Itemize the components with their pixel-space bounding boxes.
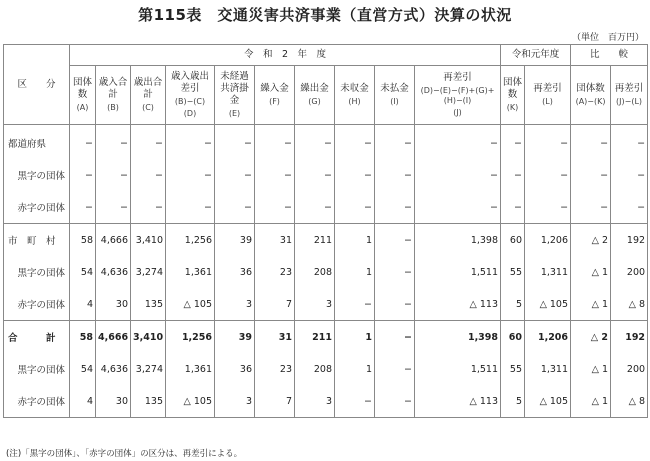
table-cell: − — [375, 159, 415, 191]
column-header-formula: (D)−(E)−(F)+(G)+(H)−(I) — [420, 85, 495, 105]
table-cell: △ 2 — [571, 321, 611, 354]
row-label: 赤字の団体 — [4, 191, 70, 224]
column-header — [335, 66, 375, 125]
column-header-letter: (I) — [390, 96, 399, 106]
column-header-letter: (H) — [348, 96, 361, 106]
table-cell: △ 105 — [166, 385, 215, 418]
column-header-letter: (A) — [76, 102, 89, 112]
table-cell: 58 — [70, 321, 96, 354]
table-cell: 30 — [96, 385, 131, 418]
column-header-letter: (D) — [183, 108, 197, 118]
table-cell: △ 8 — [611, 385, 648, 418]
column-header-letter: (J)−(L) — [616, 96, 643, 106]
table-cell: 36 — [215, 256, 255, 288]
table-cell: 1,511 — [415, 353, 501, 385]
table-cell: 4,636 — [96, 353, 131, 385]
table-cell: − — [295, 125, 335, 160]
table-cell: 192 — [611, 224, 648, 257]
table-cell: 54 — [70, 256, 96, 288]
table-cell: 60 — [501, 321, 525, 354]
column-header — [70, 66, 96, 125]
table-cell: 4,666 — [96, 321, 131, 354]
footnote: (注)「黒字の団体」、「赤字の団体」の区分は、再差引による。 — [6, 449, 243, 459]
table-cell: 7 — [255, 288, 295, 321]
table-cell: − — [166, 191, 215, 224]
table-cell: △ 8 — [611, 288, 648, 321]
table-cell: 1,511 — [415, 256, 501, 288]
table-cell: 200 — [611, 353, 648, 385]
table-row — [4, 256, 648, 288]
table-cell: − — [131, 191, 166, 224]
table-cell: 1 — [335, 353, 375, 385]
table-cell: △ 1 — [571, 288, 611, 321]
column-header — [571, 66, 611, 125]
group-header-compare: 比 較 — [571, 45, 648, 66]
table-cell: − — [255, 159, 295, 191]
table-cell: − — [215, 191, 255, 224]
table-cell: − — [375, 125, 415, 160]
table-body — [4, 125, 648, 418]
table-cell: − — [335, 125, 375, 160]
table-cell: − — [525, 191, 571, 224]
table-cell: 3 — [295, 288, 335, 321]
table-cell: 1 — [335, 224, 375, 257]
table-cell: 36 — [215, 353, 255, 385]
column-header-letter: (J) — [453, 107, 462, 117]
table-cell: 211 — [295, 224, 335, 257]
table-cell: − — [525, 159, 571, 191]
column-header — [611, 66, 648, 125]
table-row — [4, 321, 648, 354]
table-cell: − — [215, 125, 255, 160]
table-cell: △ 1 — [571, 256, 611, 288]
column-header — [501, 66, 525, 125]
table-cell: 55 — [501, 353, 525, 385]
column-header-letter: (A)−(K) — [575, 96, 606, 106]
table-cell: 135 — [131, 385, 166, 418]
table-cell: △ 105 — [166, 288, 215, 321]
table-cell: 30 — [96, 288, 131, 321]
table-cell: − — [501, 125, 525, 160]
column-header-label: 再差引 — [443, 72, 472, 84]
table-cell: − — [415, 159, 501, 191]
table-cell: − — [611, 125, 648, 160]
column-header-label: 歳出合計 — [133, 77, 163, 100]
table-cell: 58 — [70, 224, 96, 257]
table-cell: 3,410 — [131, 224, 166, 257]
table-cell: − — [375, 353, 415, 385]
table-cell: 55 — [501, 256, 525, 288]
page-title: 第115表 交通災害共済事業（直営方式）決算の状況 — [138, 6, 512, 24]
column-header-label: 団体数 — [503, 77, 523, 100]
table-cell: − — [611, 191, 648, 224]
table-cell: △ 1 — [571, 385, 611, 418]
table-cell: − — [415, 191, 501, 224]
column-header-label: 再差引 — [614, 83, 644, 95]
table-cell: − — [501, 191, 525, 224]
table-cell: − — [375, 385, 415, 418]
table-cell: − — [166, 125, 215, 160]
column-header-label: 団体数 — [576, 83, 605, 95]
table-cell: − — [375, 224, 415, 257]
group-header-current: 令 和 2 年 度 — [70, 45, 501, 66]
row-label: 赤字の団体 — [4, 385, 70, 418]
table-cell: − — [611, 159, 648, 191]
table-cell: − — [215, 159, 255, 191]
table-cell: 1,206 — [525, 224, 571, 257]
column-header — [131, 66, 166, 125]
column-header — [255, 66, 295, 125]
table-cell: △ 2 — [571, 224, 611, 257]
table-cell: 5 — [501, 288, 525, 321]
row-label: 合 計 — [4, 321, 70, 354]
table-cell: 1,256 — [166, 321, 215, 354]
table-cell: 200 — [611, 256, 648, 288]
table-cell: 3,274 — [131, 353, 166, 385]
table-cell: 23 — [255, 353, 295, 385]
table-cell: − — [335, 159, 375, 191]
column-header — [295, 66, 335, 125]
table-cell: − — [375, 288, 415, 321]
table-cell: 1,361 — [166, 353, 215, 385]
row-label: 黒字の団体 — [4, 256, 70, 288]
table-cell: △ 113 — [415, 385, 501, 418]
table-cell: 1 — [335, 321, 375, 354]
row-label: 赤字の団体 — [4, 288, 70, 321]
table-cell: 1,256 — [166, 224, 215, 257]
table-cell: 3 — [295, 385, 335, 418]
table-cell: △ 105 — [525, 385, 571, 418]
row-label: 市 町 村 — [4, 224, 70, 257]
table-cell: 1,206 — [525, 321, 571, 354]
table-cell: − — [295, 159, 335, 191]
group-header-prev: 令和元年度 — [501, 45, 571, 66]
column-header — [215, 66, 255, 125]
table-cell: △ 113 — [415, 288, 501, 321]
table-cell: − — [96, 159, 131, 191]
column-header-letter: (F) — [269, 96, 280, 106]
column-header-label: 歳入合計 — [98, 77, 128, 100]
column-header-letter: (K) — [506, 102, 519, 112]
table-cell: 4 — [70, 288, 96, 321]
column-header — [415, 66, 501, 125]
table-cell: 208 — [295, 353, 335, 385]
column-header-row — [4, 66, 648, 125]
column-header — [525, 66, 571, 125]
table-cell: − — [571, 159, 611, 191]
column-header-label: 未経過共済掛金 — [220, 71, 249, 106]
table-cell: − — [70, 125, 96, 160]
table-cell: − — [335, 191, 375, 224]
table-cell: 3 — [215, 385, 255, 418]
table-cell: 1,398 — [415, 224, 501, 257]
table-cell: 3,274 — [131, 256, 166, 288]
table-row — [4, 191, 648, 224]
table-cell: 3 — [215, 288, 255, 321]
table-cell: △ 1 — [571, 353, 611, 385]
table-row — [4, 159, 648, 191]
table-cell: − — [501, 159, 525, 191]
table-cell: 4,666 — [96, 224, 131, 257]
column-header-letter: (E) — [228, 108, 241, 118]
table-row — [4, 288, 648, 321]
column-header-label: 再差引 — [533, 83, 562, 95]
column-header-label: 歳入歳出差引 — [170, 71, 209, 94]
section-header: 区 分 — [4, 45, 70, 125]
table-cell: − — [70, 191, 96, 224]
table-row — [4, 385, 648, 418]
table-cell: 5 — [501, 385, 525, 418]
table-cell: 31 — [255, 224, 295, 257]
table-cell: − — [255, 191, 295, 224]
table-cell: 192 — [611, 321, 648, 354]
row-label: 黒字の団体 — [4, 353, 70, 385]
table-cell: △ 105 — [525, 288, 571, 321]
table-cell: 135 — [131, 288, 166, 321]
table-cell: 31 — [255, 321, 295, 354]
column-header-letter: (G) — [308, 96, 321, 106]
table-cell: − — [571, 191, 611, 224]
table-cell: 23 — [255, 256, 295, 288]
column-header-label: 未収金 — [340, 83, 369, 95]
table-cell: 211 — [295, 321, 335, 354]
column-header-letter: (C) — [142, 102, 154, 112]
column-header-label: 未払金 — [380, 83, 409, 95]
table-cell: 4 — [70, 385, 96, 418]
table-cell: − — [255, 125, 295, 160]
settlement-table — [3, 44, 648, 418]
table-cell: − — [335, 288, 375, 321]
column-header — [96, 66, 131, 125]
table-cell: − — [415, 125, 501, 160]
table-row — [4, 353, 648, 385]
table-cell: − — [295, 191, 335, 224]
column-header-letter: (L) — [542, 96, 553, 106]
table-cell: − — [375, 321, 415, 354]
table-cell: − — [375, 256, 415, 288]
table-cell: 1,361 — [166, 256, 215, 288]
column-header-label: 繰入金 — [260, 83, 289, 95]
table-cell: 1,311 — [525, 353, 571, 385]
table-cell: 1,398 — [415, 321, 501, 354]
table-cell: 39 — [215, 224, 255, 257]
table-cell: 39 — [215, 321, 255, 354]
table-cell: − — [70, 159, 96, 191]
table-cell: 208 — [295, 256, 335, 288]
table-cell: 3,410 — [131, 321, 166, 354]
table-cell: 1,311 — [525, 256, 571, 288]
table-cell: 4,636 — [96, 256, 131, 288]
table-cell: − — [131, 125, 166, 160]
column-header-letter: (B) — [107, 102, 119, 112]
row-label: 都道府県 — [4, 125, 70, 160]
table-row — [4, 125, 648, 160]
table-cell: − — [96, 125, 131, 160]
table-cell: − — [335, 385, 375, 418]
column-header — [166, 66, 215, 125]
table-cell: − — [571, 125, 611, 160]
table-row — [4, 224, 648, 257]
table-cell: − — [131, 159, 166, 191]
table-cell: 60 — [501, 224, 525, 257]
column-header — [375, 66, 415, 125]
table-cell: − — [166, 159, 215, 191]
unit-label: （単位 百万円） — [571, 33, 644, 43]
table-cell: − — [375, 191, 415, 224]
column-header-label: 団体数 — [72, 77, 92, 100]
row-label: 黒字の団体 — [4, 159, 70, 191]
table-cell: − — [96, 191, 131, 224]
table-cell: 54 — [70, 353, 96, 385]
table-cell: − — [525, 125, 571, 160]
column-header-formula: (B)−(C) — [174, 96, 206, 106]
column-header-label: 繰出金 — [300, 83, 329, 95]
table-cell: 7 — [255, 385, 295, 418]
table-cell: 1 — [335, 256, 375, 288]
